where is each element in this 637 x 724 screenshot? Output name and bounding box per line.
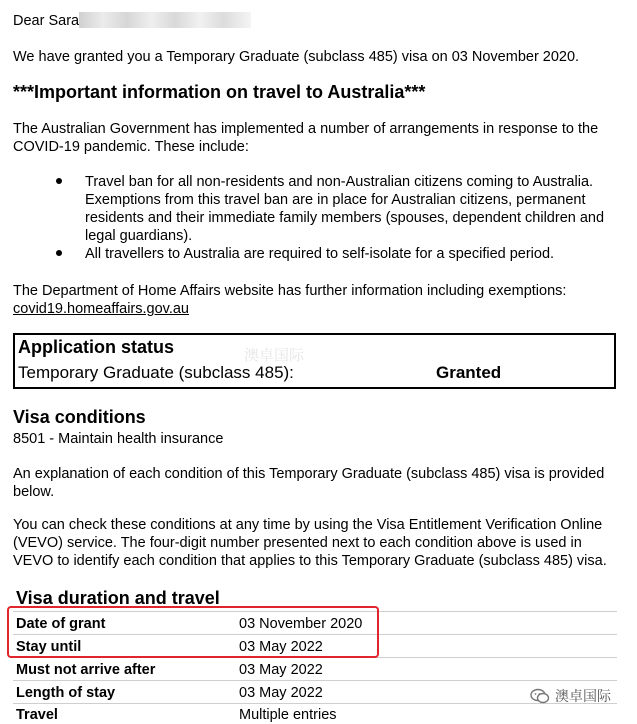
row-label-length-of-stay: Length of stay: [16, 685, 116, 701]
bullet1-line-4: legal guardians).: [85, 228, 193, 244]
row-value-must-not-arrive-after: 03 May 2022: [239, 662, 323, 678]
wechat-icon: [530, 688, 550, 704]
row-value-length-of-stay: 03 May 2022: [239, 685, 323, 701]
redacted-name: [79, 12, 251, 28]
dept-link[interactable]: covid19.homeaffairs.gov.au: [13, 301, 189, 317]
row-label-travel: Travel: [16, 707, 58, 723]
watermark: 澳卓国际: [244, 347, 305, 364]
greeting-text: Dear Sara: [13, 13, 80, 29]
row-value-stay-until: 03 May 2022: [239, 639, 323, 655]
bullet1-line-2: Exemptions from this travel ban are in place for Australian citizens, permanent: [85, 192, 586, 208]
bullet-dot: [56, 178, 62, 184]
conditions-heading: Visa conditions: [13, 407, 146, 427]
row-label-stay-until: Stay until: [16, 639, 82, 655]
row-value-date-of-grant: 03 November 2020: [239, 616, 363, 632]
row-label-date-of-grant: Date of grant: [16, 616, 106, 632]
explanation-line-2: below.: [13, 484, 55, 500]
condition-item: 8501 - Maintain health insurance: [13, 431, 224, 447]
wechat-badge: [530, 686, 611, 706]
row-label-must-not-arrive-after: Must not arrive after: [16, 662, 156, 678]
greeting: [13, 12, 251, 30]
row-divider: [13, 680, 617, 681]
dept-info: The Department of Home Affairs website has further information including exemptions:: [13, 283, 567, 299]
travel-heading: ***Important information on travel to Australia***: [13, 82, 426, 102]
duration-heading: Visa duration and travel: [16, 588, 220, 608]
check-line-1: You can check these conditions at any time by using the Visa Entitlement Verification Online: [13, 517, 603, 533]
check-line-2: (VEVO) service. The four-digit number presented next to each condition above is used in: [13, 535, 582, 551]
status-value: Granted: [436, 363, 502, 382]
check-line-3: VEVO to identify each condition that applies to this Temporary Graduate (subclass 485) visa.: [13, 553, 607, 569]
row-divider: [13, 703, 617, 704]
row-value-travel: Multiple entries: [239, 707, 337, 723]
intro-line-2: COVID-19 pandemic. These include:: [13, 139, 249, 155]
highlight-box: [7, 606, 379, 658]
bullet2-text: All travellers to Australia are required to self-isolate for a specified period.: [85, 246, 555, 262]
grant-sentence: We have granted you a Temporary Graduate (subclass 485) visa on 03 November 2020.: [13, 49, 580, 65]
wechat-label: 澳卓国际: [555, 688, 611, 704]
intro-line-1: The Australian Government has implemented a number of arrangements in response to the: [13, 121, 599, 137]
status-heading: Application status: [18, 337, 175, 357]
bullet1-line-3: residents and their immediate family members (spouses, dependent children and: [85, 210, 605, 226]
bullet1-line-1: Travel ban for all non-residents and non-Australian citizens coming to Australia.: [85, 174, 594, 190]
status-visa-label: Temporary Graduate (subclass 485):: [18, 363, 294, 382]
explanation-line-1: An explanation of each condition of this Temporary Graduate (subclass 485) visa is provided: [13, 466, 605, 482]
bullet-dot: [56, 250, 62, 256]
